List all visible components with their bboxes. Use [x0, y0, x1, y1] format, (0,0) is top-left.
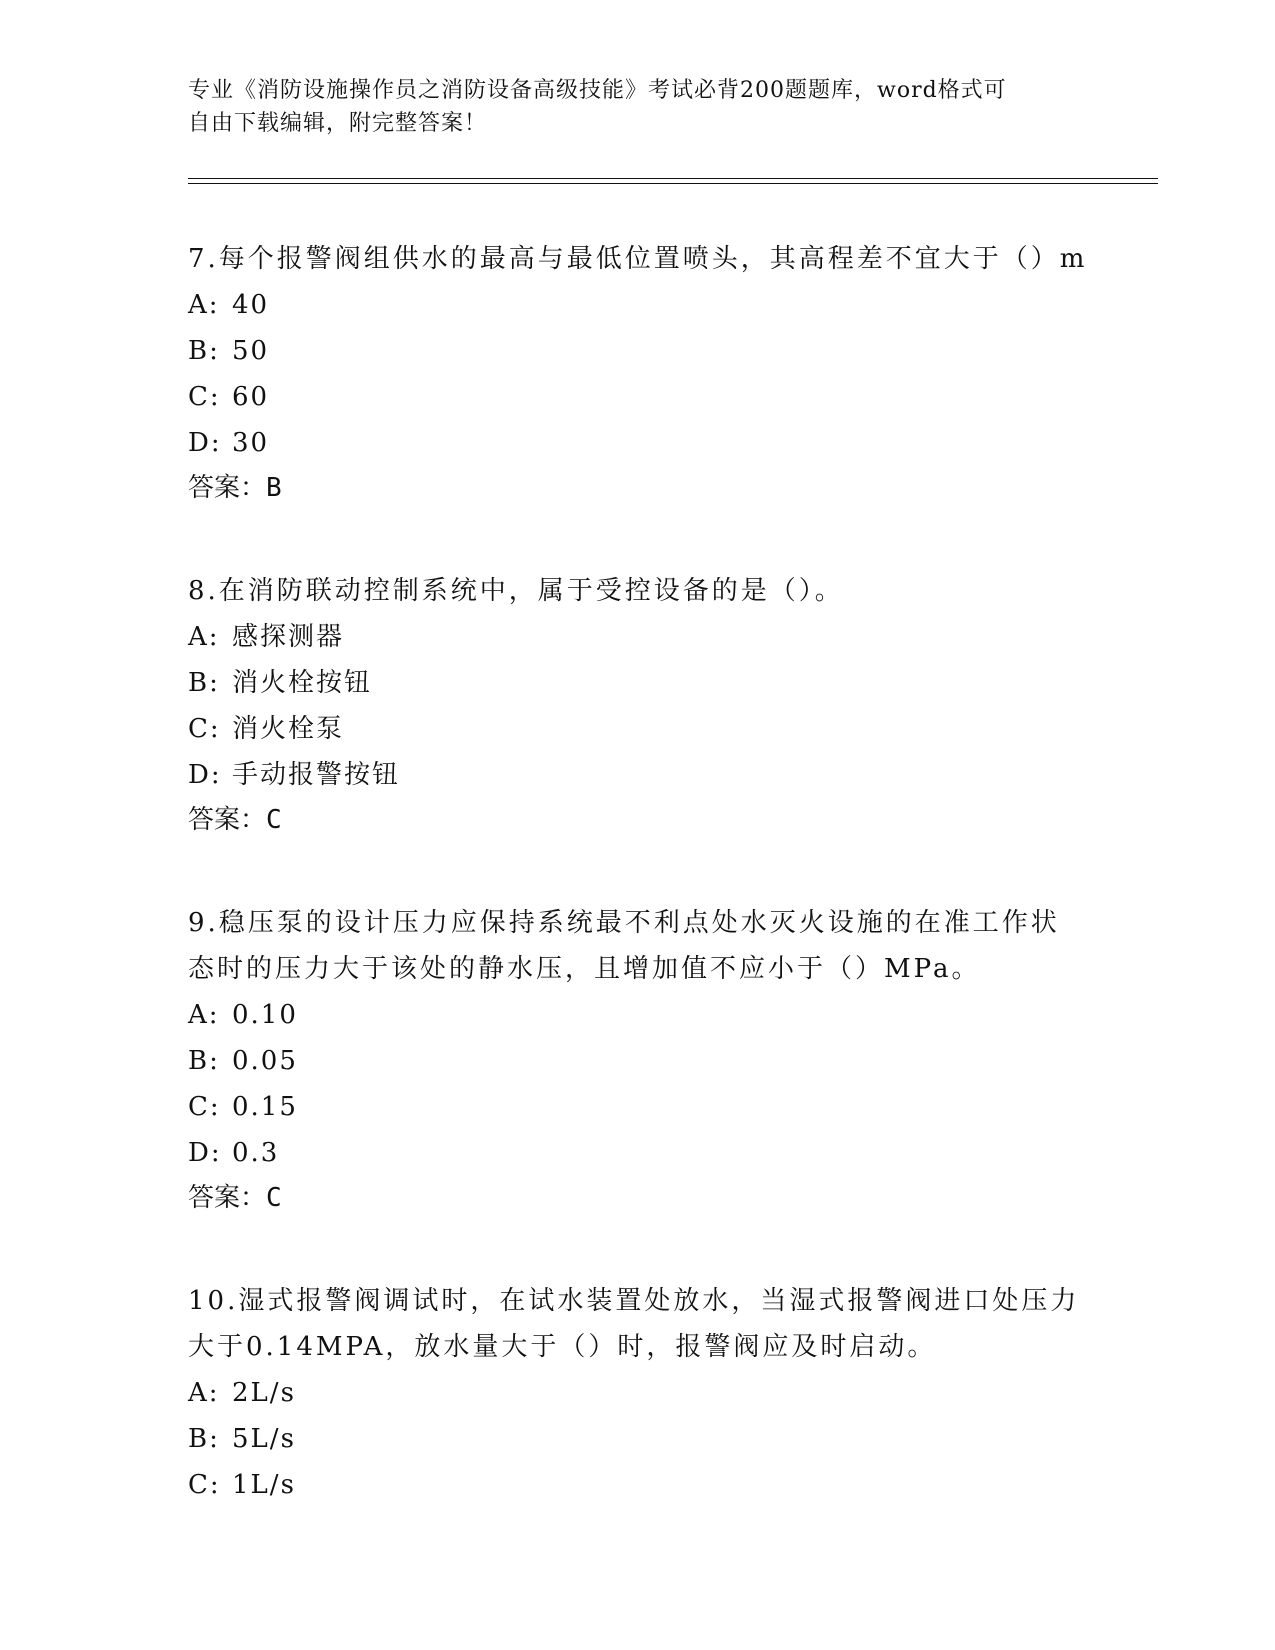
question-10 [188, 1278, 1088, 1508]
option-text: 60 [232, 382, 270, 412]
option-text: 手动报警按钮 [232, 760, 401, 790]
option-label: B: [188, 1046, 220, 1076]
option-a [188, 614, 1088, 660]
option-label: A: [188, 290, 220, 320]
option-b [188, 328, 1088, 374]
option-label: C: [188, 1470, 221, 1500]
option-d [188, 752, 1088, 798]
question-9 [188, 900, 1088, 1220]
option-label: D: [188, 760, 222, 790]
option-a [188, 992, 1088, 1038]
option-b [188, 1416, 1088, 1462]
option-label: C: [188, 714, 221, 744]
question-text: 7.每个报警阀组供水的最高与最低位置喷头，其高程差不宜大于（）m [188, 244, 1088, 274]
option-b [188, 1038, 1088, 1084]
option-text: 0.10 [232, 1000, 298, 1030]
header-line-1: 专业《消防设施操作员之消防设备高级技能》考试必背200题题库，word格式可 [188, 78, 1007, 103]
answer: 答案：C [188, 805, 282, 835]
option-label: B: [188, 1424, 220, 1454]
option-label: D: [188, 1138, 222, 1168]
option-label: A: [188, 622, 220, 652]
option-a [188, 282, 1088, 328]
question-text: 9.稳压泵的设计压力应保持系统最不利点处水灭火设施的在准工作状态时的压力大于该处的静水压，且增加值不应小于（）MPa。 [188, 908, 1060, 984]
option-a [188, 1370, 1088, 1416]
option-label: B: [188, 336, 220, 366]
option-c [188, 1084, 1088, 1130]
option-c [188, 1462, 1088, 1508]
option-text: 消火栓泵 [232, 714, 345, 744]
option-text: 0.3 [232, 1138, 280, 1168]
answer: 答案：B [188, 473, 282, 503]
option-text: 2L/s [232, 1378, 296, 1408]
option-d [188, 1130, 1088, 1176]
option-b [188, 660, 1088, 706]
option-label: C: [188, 1092, 221, 1122]
option-label: A: [188, 1000, 220, 1030]
option-text: 50 [232, 336, 270, 366]
option-label: B: [188, 668, 220, 698]
option-label: A: [188, 1378, 220, 1408]
question-list [188, 236, 1088, 1566]
option-label: D: [188, 428, 222, 458]
option-label: C: [188, 382, 221, 412]
question-text: 8.在消防联动控制系统中，属于受控设备的是（）。 [188, 576, 844, 606]
option-c [188, 706, 1088, 752]
option-text: 感探测器 [232, 622, 345, 652]
option-text: 5L/s [232, 1424, 296, 1454]
option-text: 0.15 [232, 1092, 298, 1122]
option-c [188, 374, 1088, 420]
answer: 答案：C [188, 1183, 282, 1213]
question-text: 10.湿式报警阀调试时，在试水装置处放水，当湿式报警阀进口处压力大于0.14MPA，放水量大于（）时，报警阀应及时启动。 [188, 1286, 1080, 1362]
header-divider-bottom [188, 183, 1158, 184]
option-d [188, 420, 1088, 466]
option-text: 0.05 [232, 1046, 298, 1076]
option-text: 30 [232, 428, 270, 458]
document-header [188, 74, 1068, 140]
option-text: 1L/s [232, 1470, 296, 1500]
question-7 [188, 236, 1088, 510]
question-8 [188, 568, 1088, 842]
option-text: 消火栓按钮 [232, 668, 373, 698]
header-divider-top [188, 178, 1158, 179]
option-text: 40 [232, 290, 270, 320]
header-line-2: 自由下载编辑，附完整答案！ [188, 111, 488, 136]
